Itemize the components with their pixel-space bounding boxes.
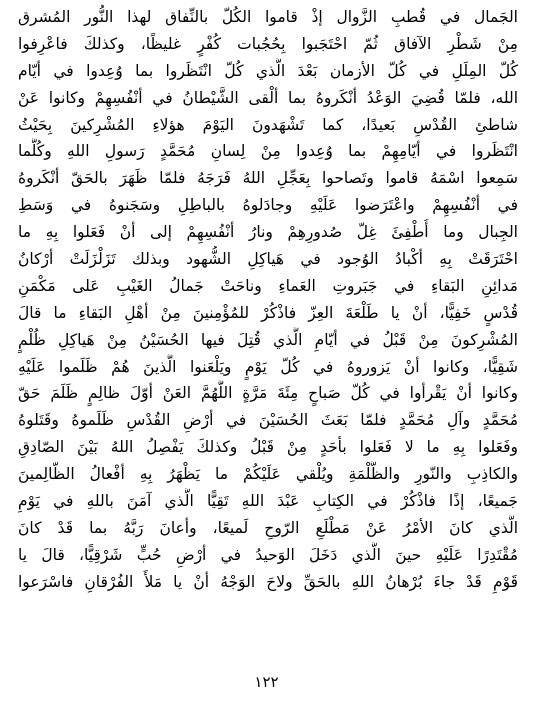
text-line-1: الجَمال في قُطبِ الزَّوال إذْ قاموا الكُلّ بالنِّفاق لهذا النُّور المُشرق bbox=[18, 8, 518, 26]
text-line-11: مَدائِنِ البَقاءِ في جَبَروتِ العَماءِ وناحَتْ جَمالُ الغَيْبِ عَلى مَكْمَنِ bbox=[18, 276, 518, 295]
text-line-15: وكانوا أنْ يَقْرأوا في كُلّ صَباحٍ مِئَةَ مَرَّةٍ اللَّهُمَّ العَنْ أوّلَ ظالِمٍ ظَلَمَ حَقّ bbox=[18, 384, 518, 403]
text-line-16: مُحَمَّدٍ وآلِ مُحَمَّدٍ فلمّا بَعَثَ الحُسَيْنَ في أرْضِ القُدْسِ ظَلَموهُ وقَتَلوهُ bbox=[18, 411, 518, 430]
text-line-8: في أنْفُسِهِمْ واعْتَرَضوا عَلَيْهِ وجادَلوهُ بالباطِلِ وسَجَنوهُ في وَسَطِ bbox=[18, 196, 518, 215]
text-line-9: الجِبال وما أُطْفِئَ غِلّ صُدورِهِمْ ونارُ أنْفُسِهِمْ إلى أنْ فَعَلوا بِهِ ما bbox=[18, 223, 518, 242]
text-line-5: شاطئِ القُدْسِ بَعيدًا، كما تَشْهَدونَ اليَوْمَ هؤلاءِ المُشْرِكينَ بِحَيْثُ bbox=[18, 115, 518, 134]
text-line-2: مِنْ شَطْرِ الآفاق ثُمّ احْتَجَبوا بِحُجُبات كُفْرٍ غليظًا، وكذلكَ فاعْرِفوا bbox=[18, 34, 518, 53]
text-line-4: الله، فلمّا قُضِيَ الوَعْدُ أنْكَروهُ بما ألْقى الشَّيْطانُ في أنْفُسِهِمْ وكانوا عَنْ bbox=[18, 88, 518, 107]
body-text bbox=[18, 4, 518, 596]
text-line-21: مُقْتَدِرًا عَلَيْهِ حينَ الَّذي دَخَلَ الوَحيدُ في أرْضِ حُبٍّ شَرْقِيًّا، قالَ يا bbox=[18, 545, 518, 564]
text-line-7: سَمِعوا اسْمَهُ قاموا وتَصاحوا بِعَجِّلِ اللهُ فَرَجَهُ فلمّا ظَهَرَ بالحَقّ أنْكَروهُ bbox=[18, 169, 518, 188]
text-line-19: جَميعًا، إذًا فاذْكُرْ في الكِتابِ عَبْدَ اللهِ تَقِيًّا الَّذي آمَنَ باللهِ في يَوْمِ bbox=[18, 492, 518, 511]
text-line-10: احْتَرَقَتْ بِهِ أكْبادُ الوُجود في هَياكِلِ الشُّهود وبذلك تَزَلْزَلَتْ أرْكانُ bbox=[18, 250, 518, 269]
text-line-17: وفَعَلوا بِهِ ما لا فَعَلوا بأحَدٍ مِنْ قَبْلُ وكذلكَ يَفْصِلُ اللهُ بَيْنَ الصّادِقِ bbox=[18, 438, 518, 457]
text-line-14: شَقِيًّا، وكانوا أنْ يَزوروهُ في كُلّ يَوْمٍ ويَلْعَنوا الَّذينَ هُمْ ظَلَموا عَلَيْهِ bbox=[18, 357, 518, 376]
text-line-6: انْتَظَروا في أيّامِهِمْ بما وُعِدوا مِنْ لِسانِ مُحَمَّدٍ رَسولِ اللهِ وكُلَّما bbox=[18, 142, 518, 161]
text-line-3: كُلّ المِلَلِ في كُلّ الأزمان بَعْدَ الَّذي كُلّ انْتَظَروا بما وُعِدوا في أيّام bbox=[18, 61, 518, 80]
text-line-12: قُدْسٍ خَفِيًّا، أنْ يا طَلْعَةَ العِزّ فاذْكُرْ للمُؤْمِنينَ مِنْ أهْلِ البَقاءِ ما قالَ bbox=[18, 303, 518, 322]
page-number: ١٢٢ bbox=[254, 673, 279, 691]
text-line-22: قَوْمِ قَدْ جاءَ بُرْهانُ اللهِ بالحَقِّ ولاحَ الوَجْهُ أنْ يا مَلأَ الفُرْقانِ فاسْرَعوا bbox=[18, 572, 518, 591]
text-line-20: الَّذي كانَ الأمْرُ عَنْ مَطْلَعِ الرّوحِ لَميعًا، وأعانَ رَبَّهُ بما قَدْ كانَ bbox=[18, 518, 518, 537]
text-line-18: والكاذِبِ والنّورِ والظُّلْمَةِ ويُلْقي عَلَيْكُمْ ما يَظْهَرُ بِهِ أفْعالُ الظّالِمينَ bbox=[18, 465, 518, 484]
text-line-13: المُشْرِكونَ مِنْ قَبْلُ في أيّامِ الَّذي قُتِلَ فيها الحُسَيْنُ مِنْ هَياكِلِ ظُلْمٍ bbox=[18, 330, 518, 349]
